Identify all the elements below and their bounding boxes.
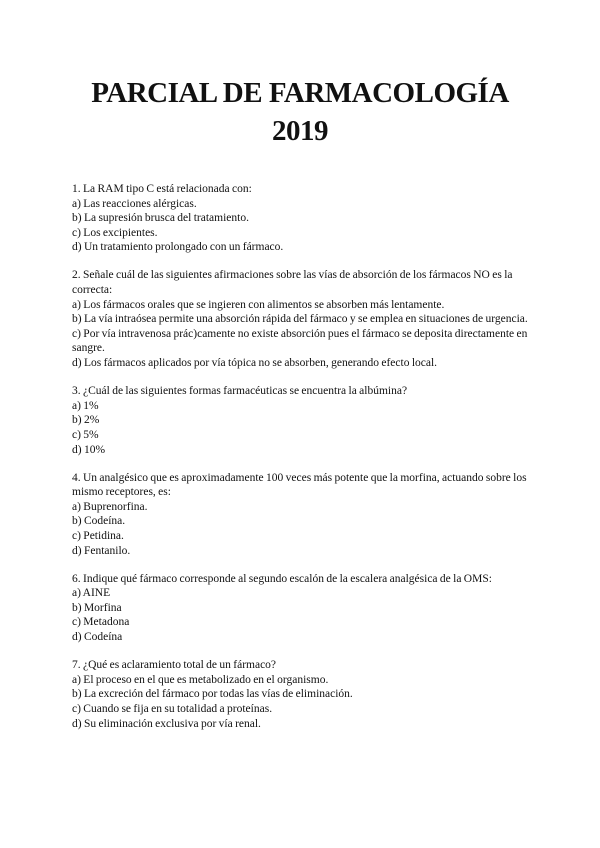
question-text: 3. ¿Cuál de las siguientes formas farmacéuticas se encuentra la albúmina?	[72, 385, 408, 398]
answer-option-d: d) 10%	[72, 443, 106, 456]
answer-option-b: b) La supresión brusca del tratamiento.	[72, 212, 249, 225]
question-7	[72, 658, 532, 731]
question-1	[72, 182, 532, 255]
answer-option-a: a) Los fármacos orales que se ingieren con alimentos se absorben más lentamente.	[72, 298, 445, 311]
answer-option-a: a) El proceso en el que es metabolizado en el organismo.	[72, 673, 329, 686]
answer-option-b: b) La excreción del fármaco por todas las vías de eliminación.	[72, 688, 353, 701]
answer-option-a: a) Buprenorfina.	[72, 500, 148, 513]
question-4	[72, 471, 532, 559]
question-2	[72, 268, 532, 370]
answer-option-b: b) Codeína.	[72, 515, 126, 528]
document-title: PARCIAL DE FARMACOLOGÍA	[91, 77, 509, 109]
answer-option-c: c) Petidina.	[72, 529, 124, 542]
answer-option-c: c) Metadona	[72, 616, 130, 629]
question-text: 1. La RAM tipo C está relacionada con:	[72, 183, 252, 195]
answer-option-c: c) 5%	[72, 428, 99, 441]
answer-option-c: c) Cuando se fija en su totalidad a proteínas.	[72, 702, 273, 715]
answer-option-d: d) Codeína	[72, 631, 123, 644]
answer-option-d: d) Los fármacos aplicados por vía tópica no se absorben, generando efecto local.	[72, 357, 438, 370]
question-text: 2. Señale cuál de las siguientes afirmaciones sobre las vías de absorción de los fármacos NO es la correcta:	[72, 269, 513, 297]
question-list	[72, 182, 532, 745]
answer-option-d: d) Un tratamiento prolongado con un fármaco.	[72, 241, 284, 254]
answer-option-c: c) Los excipientes.	[72, 226, 158, 239]
answer-option-d: d) Su eliminación exclusiva por vía renal.	[72, 717, 261, 730]
answer-option-a: a) 1%	[72, 399, 99, 412]
answer-option-d: d) Fentanilo.	[72, 544, 131, 557]
answer-option-a: a) AINE	[72, 587, 111, 600]
answer-option-b: b) 2%	[72, 414, 100, 427]
question-text: 6. Indique qué fármaco corresponde al segundo escalón de la escalera analgésica de la OMS:	[72, 572, 492, 585]
question-3	[72, 384, 532, 457]
answer-option-b: b) La vía intraósea permite una absorción rápida del fármaco y se emplea en situaciones de urgencia.	[72, 313, 528, 326]
question-text: 4. Un analgésico que es aproximadamente 100 veces más potente que la morfina, actuando sobre los mismo receptores, es:	[72, 471, 527, 499]
document-year: 2019	[272, 115, 328, 147]
answer-option-c: c) Por vía intravenosa prác)camente no existe absorción pues el fármaco se deposita directamente en sangre.	[72, 327, 528, 355]
question-text: 7. ¿Qué es aclaramiento total de un fármaco?	[72, 659, 277, 672]
answer-option-a: a) Las reacciones alérgicas.	[72, 197, 197, 210]
question-6	[72, 572, 532, 645]
answer-option-b: b) Morfina	[72, 601, 122, 614]
